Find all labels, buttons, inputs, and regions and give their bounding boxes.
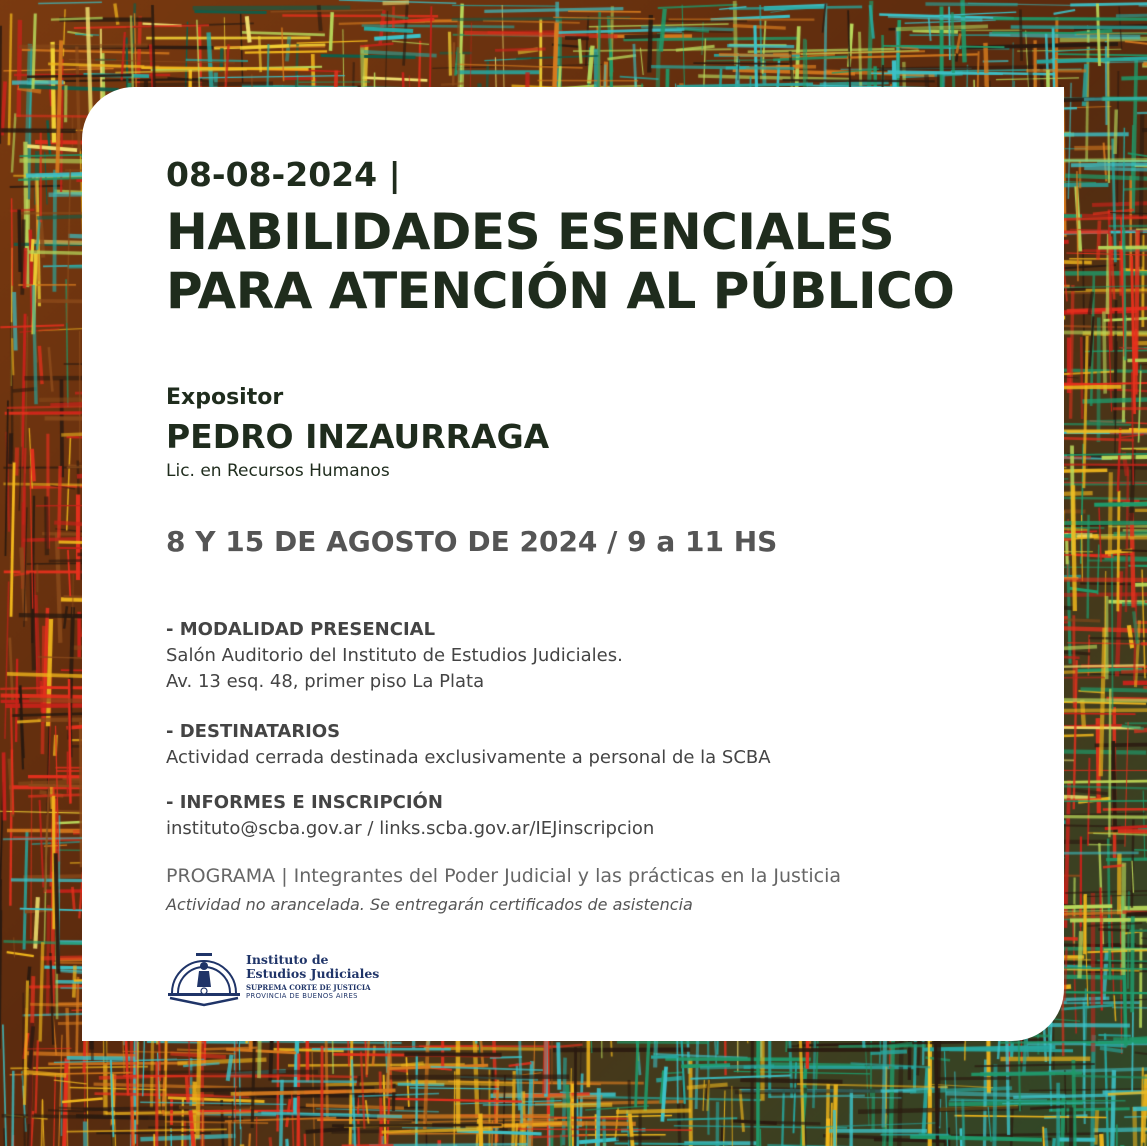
certificate-note: Actividad no arancelada. Se entregarán certificados de asistencia (166, 895, 693, 914)
event-title-line2: PARA ATENCIÓN AL PÚBLICO (166, 262, 955, 320)
logo-line4: PROVINCIA DE BUENOS AIRES (246, 992, 358, 1000)
courthouse-emblem-icon (166, 949, 242, 1007)
registration-contact: instituto@scba.gov.ar / links.scba.gov.ar/IEJinscripcion (166, 818, 655, 839)
modality-venue: Salón Auditorio del Instituto de Estudios Judiciales. (166, 645, 623, 666)
audience-text: Actividad cerrada destinada exclusivamente a personal de la SCBA (166, 747, 771, 768)
modality-section (166, 617, 623, 695)
modality-address: Av. 13 esq. 48, primer piso La Plata (166, 671, 485, 692)
info-card (82, 87, 1064, 1041)
modality-heading: - MODALIDAD PRESENCIAL (166, 619, 436, 640)
logo-line1: Instituto de (246, 952, 329, 967)
registration-heading: - INFORMES E INSCRIPCIÓN (166, 792, 443, 813)
event-schedule: 8 Y 15 DE AGOSTO DE 2024 / 9 a 11 HS (166, 525, 778, 558)
event-date: 08-08-2024 | (166, 155, 401, 194)
institute-logo (166, 949, 406, 1009)
registration-section (166, 790, 654, 842)
speaker-label: Expositor (166, 385, 284, 410)
logo-line3: SUPREMA CORTE DE JUSTICIA (246, 983, 371, 992)
speaker-name: PEDRO INZAURRAGA (166, 417, 550, 456)
logo-line2: Estudios Judiciales (246, 966, 380, 981)
event-title (166, 203, 954, 321)
audience-section (166, 719, 771, 771)
logo-text (246, 953, 379, 1000)
event-title-line1: HABILIDADES ESENCIALES (166, 203, 895, 261)
audience-heading: - DESTINATARIOS (166, 721, 341, 742)
speaker-role: Lic. en Recursos Humanos (166, 461, 390, 481)
program-line: PROGRAMA | Integrantes del Poder Judicial y las prácticas en la Justicia (166, 865, 842, 887)
